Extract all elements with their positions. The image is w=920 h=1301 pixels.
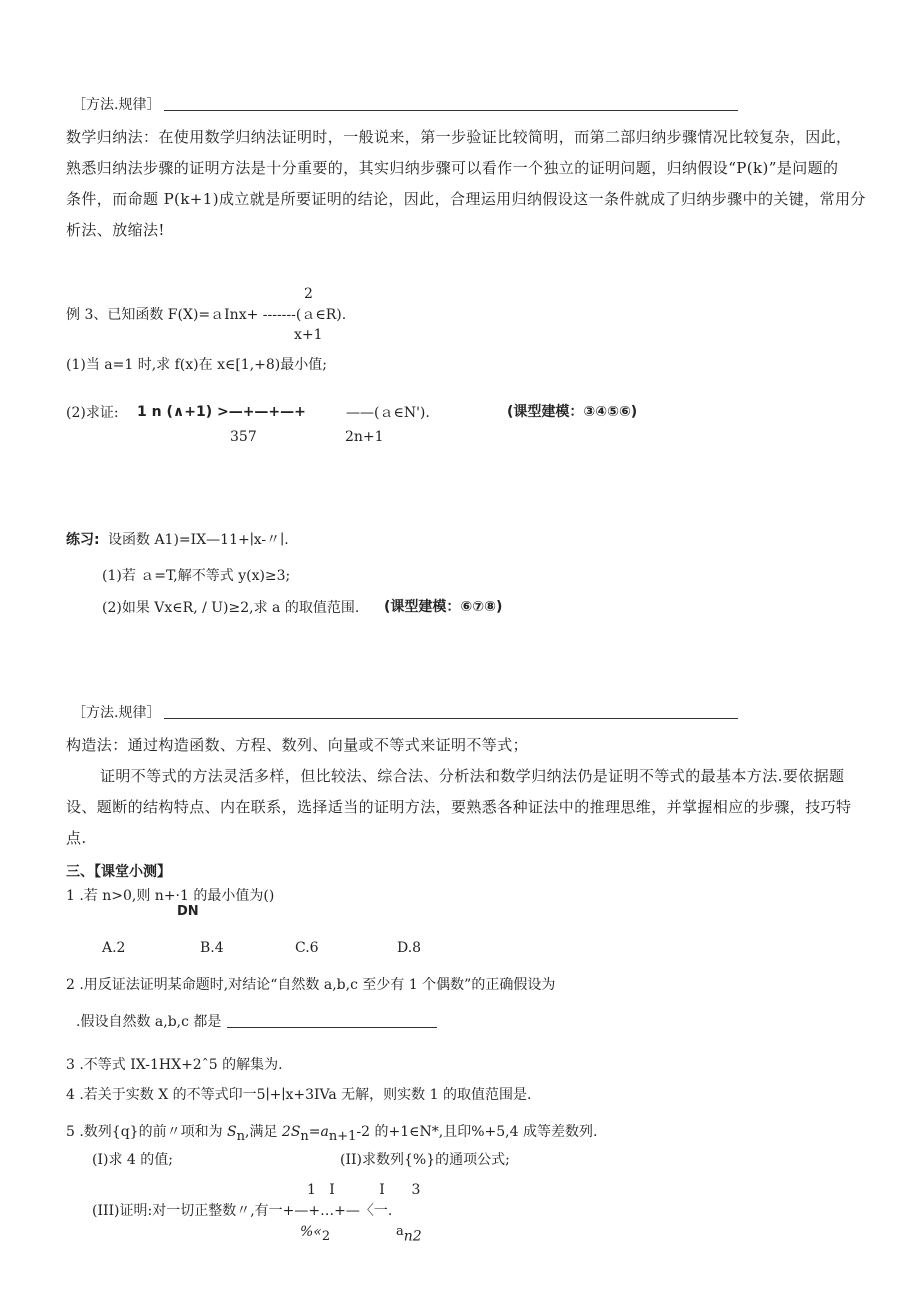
example3-question-2-formula: 1 n (∧+1) >—+—+—+ (137, 404, 306, 420)
practice-model-tag: (课型建模：⑥⑦⑧) (384, 599, 503, 615)
method2-paragraph (66, 761, 851, 854)
example3-question-2-prefix: (2)求证: (66, 405, 119, 421)
example3-fraction-denominator: x+1 (294, 327, 323, 343)
quiz-q5-eq2: =a (308, 1124, 329, 1140)
example3-fraction-numerator: 2 (304, 286, 313, 302)
method-label-1-underline (164, 110, 738, 111)
quiz-question-5-part-3-denominator-1 (300, 1222, 330, 1247)
example3-model-tag: (课型建模：③④⑤⑥) (507, 404, 638, 420)
method1-paragraph (66, 122, 866, 246)
quiz-question-2: 2 .用反证法证明某命题时,对结论“自然数 a,b,c 至少有 1 个偶数”的正确假设为 (66, 977, 556, 993)
quiz-question-5-part-1: (I)求 4 的值; (92, 1152, 173, 1168)
quiz-q5-mid: ,满足 (245, 1124, 282, 1140)
quiz-q5-pre: 5 .数列{q}的前〃项和为 (66, 1124, 228, 1140)
example3-statement: 例 3、已知函数 F(X)=ａInx+ -------(ａ∈R). (66, 307, 347, 323)
quiz-q5-S-sub: n (236, 1128, 246, 1144)
method2-para-line-1: 证明不等式的方法灵活多样，但比较法、综合法、分析法和数学归纳法仍是证明不等式的最基本方法.要依据题 (100, 767, 845, 785)
quiz-question-1: 1 .若 n>0,则 n+·1 的最小值为() (66, 888, 275, 904)
method1-line-2: 熟悉归纳法步骤的证明方法是十分重要的，其实归纳步骤可以看作一个独立的证明问题，归纳假设“P(k)”是问题的 (66, 159, 839, 177)
quiz-question-5 (66, 1122, 597, 1147)
quiz-question-2-assumption: .假设自然数 a,b,c 都是 (76, 1014, 222, 1030)
quiz-question-2-blank[interactable] (227, 1013, 437, 1028)
practice-question-2: (2)如果 Vx∈R, / U)≥2,求 a 的取值范围. (102, 600, 360, 616)
method1-line-1: 数学归纳法：在使用数学归纳法证明时，一般说来，第一步验证比较简明，而第二部归纳步骤情况比较复杂，因此， (66, 128, 852, 146)
quiz-question-5-part-3: (III)证明:对一切正整数〃,有一+—+…+—〈一. (92, 1203, 393, 1219)
method2-para-line-3: 点. (66, 829, 87, 847)
quiz-question-3: 3 .不等式 IX-1HX+2ˆ5 的解集为. (66, 1057, 283, 1073)
method1-line-4: 析法、放缩法! (66, 221, 165, 239)
quiz-q5-den2-end: 2 (412, 1228, 422, 1245)
practice-question-1: (1)若 ａ=T,解不等式 y(x)≥3; (102, 568, 291, 584)
quiz-question-2-line-2 (76, 1012, 437, 1032)
quiz-option-c: C.6 (295, 940, 319, 956)
quiz-q5-eq: 2S (281, 1124, 301, 1140)
method2-para-line-2: 设、题断的结构特点、内在联系，选择适当的证明方法，要熟悉各种证法中的推理思维，并掌握相应的步骤，技巧特 (66, 798, 852, 816)
method-label-1: ［方法.规律］ (72, 97, 161, 113)
quiz-question-5-part-2: (II)求数列{%}的通项公式; (340, 1152, 510, 1168)
quiz-q5-den2-sup: a (396, 1224, 404, 1239)
quiz-heading: 三、【课堂小测】 (66, 864, 171, 880)
quiz-q5-post: -2 的+1∈N*,且印%+5,4 成等差数列. (356, 1124, 598, 1140)
quiz-question-4: 4 .若关于实数 X 的不等式印一5∣+∣x+3IVa 无解，则实数 1 的取值范围是. (66, 1087, 532, 1103)
quiz-q5-S: S (227, 1124, 237, 1140)
quiz-question-5-part-3-denominator-2 (396, 1222, 422, 1247)
quiz-q5-den2: n (403, 1228, 413, 1245)
example3-denominator-1: 357 (230, 429, 257, 445)
quiz-question-5-part-3-numerators: 1 I I 3 (307, 1182, 421, 1198)
method1-line-3: 条件，而命题 P(k+1)成立就是所要证明的结论，因此，合理运用归纳假设这一条件就成了归纳步骤中的关键，常用分 (66, 190, 866, 208)
method2-line-1: 构造法：通过构造函数、方程、数列、向量或不等式来证明不等式； (66, 736, 529, 754)
practice-statement: 设函数 A1)=IX—11+∣x-〃∣. (108, 532, 289, 548)
quiz-q5-den1-sub: 2 (321, 1228, 331, 1244)
method-label-2-underline (164, 718, 738, 719)
quiz-q5-eq2-sub: n+1 (328, 1128, 357, 1144)
quiz-q5-den1: %« (300, 1224, 322, 1240)
quiz-question-1-subscript: DN (177, 904, 199, 919)
quiz-option-d: D.8 (397, 940, 422, 956)
example3-question-2-tail: ——(ａ∈N'). (346, 405, 430, 421)
quiz-option-a: A.2 (102, 940, 126, 956)
quiz-q5-eq-sub: n (300, 1128, 309, 1144)
example3-denominator-2: 2n+1 (345, 429, 384, 445)
quiz-option-b: B.4 (200, 940, 224, 956)
example3-question-1: (1)当 a=1 时,求 f(x)在 x∈[1,+8)最小值; (66, 357, 327, 373)
method-label-2: ［方法.规律］ (72, 705, 161, 721)
practice-label: 练习: (66, 532, 100, 548)
